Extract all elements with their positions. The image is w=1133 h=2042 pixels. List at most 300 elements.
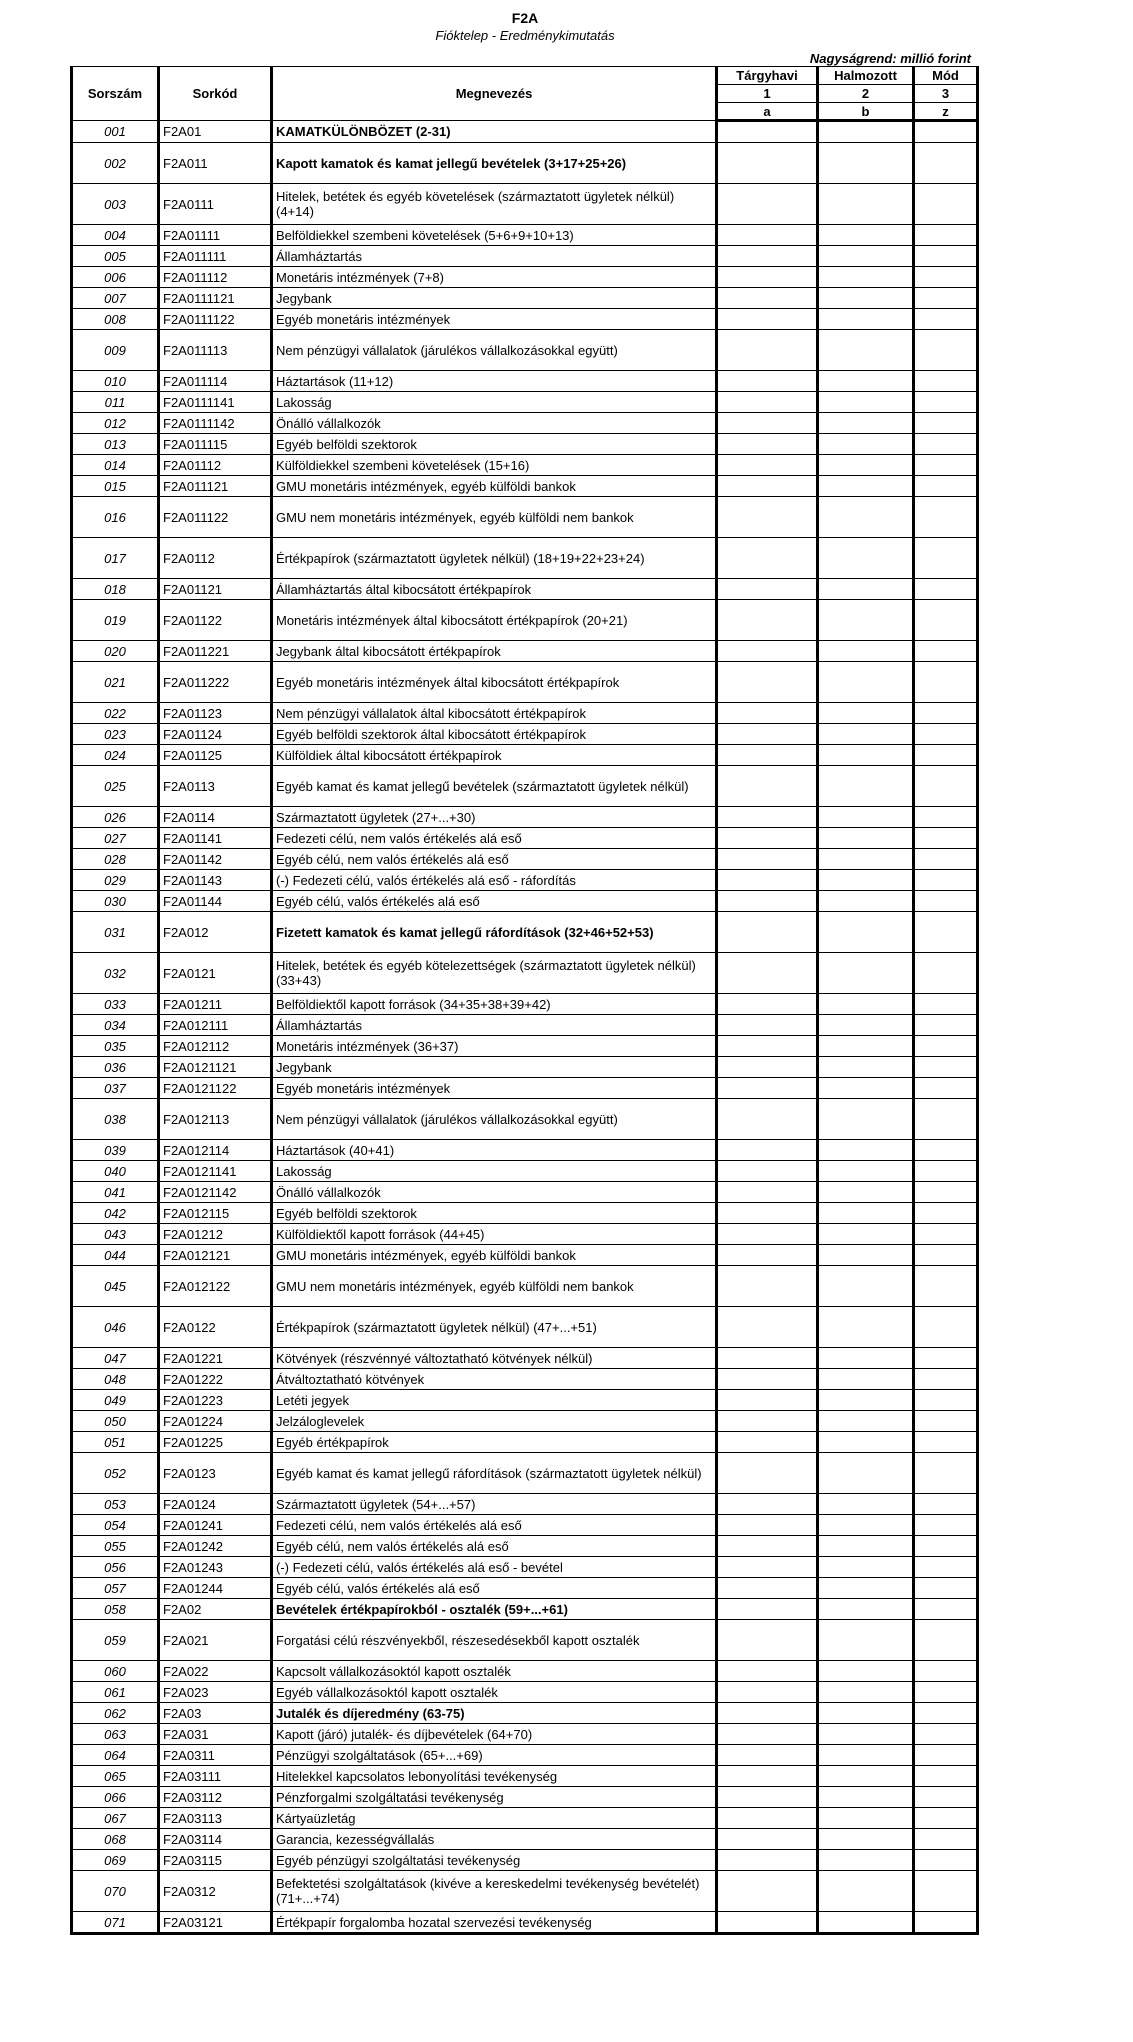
table-row xyxy=(72,1620,978,1661)
row-value-targyhavi[interactable] xyxy=(717,1536,818,1557)
row-megnevezes: Hitelek, betétek és egyéb kötelezettségek (származtatott ügyletek nélkül) (33+43) xyxy=(272,953,717,994)
row-value-mod[interactable] xyxy=(914,330,978,371)
row-value-halmozott[interactable] xyxy=(818,538,914,579)
row-value-halmozott[interactable] xyxy=(818,1348,914,1369)
row-value-targyhavi[interactable] xyxy=(717,371,818,392)
row-sorszam: 026 xyxy=(72,807,159,828)
row-sorkod: F2A0121142 xyxy=(159,1182,272,1203)
row-sorszam: 016 xyxy=(72,497,159,538)
row-value-mod[interactable] xyxy=(914,1745,978,1766)
row-value-halmozott[interactable] xyxy=(818,579,914,600)
row-sorkod: F2A012122 xyxy=(159,1266,272,1307)
row-value-targyhavi[interactable] xyxy=(717,703,818,724)
row-value-halmozott[interactable] xyxy=(818,828,914,849)
row-value-halmozott[interactable] xyxy=(818,600,914,641)
table-row xyxy=(72,121,978,143)
row-value-halmozott[interactable] xyxy=(818,1829,914,1850)
table-row xyxy=(72,246,978,267)
row-value-halmozott[interactable] xyxy=(818,870,914,891)
row-sorszam: 071 xyxy=(72,1912,159,1934)
row-value-targyhavi[interactable] xyxy=(717,1703,818,1724)
row-value-halmozott[interactable] xyxy=(818,1557,914,1578)
row-sorkod: F2A01122 xyxy=(159,600,272,641)
row-value-halmozott[interactable] xyxy=(818,413,914,434)
row-value-mod[interactable] xyxy=(914,1182,978,1203)
row-sorkod: F2A01222 xyxy=(159,1369,272,1390)
table-row xyxy=(72,1661,978,1682)
row-value-mod[interactable] xyxy=(914,1099,978,1140)
row-value-targyhavi[interactable] xyxy=(717,1140,818,1161)
row-sorszam: 065 xyxy=(72,1766,159,1787)
row-value-halmozott[interactable] xyxy=(818,807,914,828)
row-value-halmozott[interactable] xyxy=(818,1578,914,1599)
row-value-targyhavi[interactable] xyxy=(717,455,818,476)
row-value-halmozott[interactable] xyxy=(818,1620,914,1661)
row-megnevezes: Átváltoztatható kötvények xyxy=(272,1369,717,1390)
row-value-targyhavi[interactable] xyxy=(717,1307,818,1348)
row-sorkod: F2A01225 xyxy=(159,1432,272,1453)
row-value-targyhavi[interactable] xyxy=(717,1057,818,1078)
row-value-mod[interactable] xyxy=(914,1557,978,1578)
row-value-halmozott[interactable] xyxy=(818,1411,914,1432)
row-value-targyhavi[interactable] xyxy=(717,641,818,662)
row-value-targyhavi[interactable] xyxy=(717,1078,818,1099)
row-megnevezes: Egyéb vállalkozásoktól kapott osztalék xyxy=(272,1682,717,1703)
row-value-halmozott[interactable] xyxy=(818,1703,914,1724)
row-value-mod[interactable] xyxy=(914,703,978,724)
row-sorszam: 048 xyxy=(72,1369,159,1390)
row-sorkod: F2A01241 xyxy=(159,1515,272,1536)
row-value-targyhavi[interactable] xyxy=(717,184,818,225)
row-value-mod[interactable] xyxy=(914,912,978,953)
row-value-halmozott[interactable] xyxy=(818,703,914,724)
row-value-targyhavi[interactable] xyxy=(717,1369,818,1390)
row-value-mod[interactable] xyxy=(914,579,978,600)
row-value-halmozott[interactable] xyxy=(818,246,914,267)
row-value-mod[interactable] xyxy=(914,1599,978,1620)
row-value-halmozott[interactable] xyxy=(818,1494,914,1515)
row-value-mod[interactable] xyxy=(914,121,978,143)
row-value-mod[interactable] xyxy=(914,1620,978,1661)
table-row xyxy=(72,413,978,434)
row-value-targyhavi[interactable] xyxy=(717,662,818,703)
row-value-halmozott[interactable] xyxy=(818,309,914,330)
row-value-halmozott[interactable] xyxy=(818,1161,914,1182)
row-value-targyhavi[interactable] xyxy=(717,1453,818,1494)
header-megnevezes: Megnevezés xyxy=(272,67,717,121)
row-sorkod: F2A011113 xyxy=(159,330,272,371)
row-value-halmozott[interactable] xyxy=(818,1724,914,1745)
row-value-targyhavi[interactable] xyxy=(717,143,818,184)
row-value-mod[interactable] xyxy=(914,476,978,497)
row-value-targyhavi[interactable] xyxy=(717,1411,818,1432)
row-megnevezes: Pénzforgalmi szolgáltatási tevékenység xyxy=(272,1787,717,1808)
row-sorszam: 013 xyxy=(72,434,159,455)
row-value-targyhavi[interactable] xyxy=(717,1390,818,1411)
row-value-targyhavi[interactable] xyxy=(717,724,818,745)
row-value-mod[interactable] xyxy=(914,600,978,641)
row-value-halmozott[interactable] xyxy=(818,1182,914,1203)
row-sorkod: F2A03111 xyxy=(159,1766,272,1787)
row-value-targyhavi[interactable] xyxy=(717,225,818,246)
row-value-mod[interactable] xyxy=(914,143,978,184)
row-value-halmozott[interactable] xyxy=(818,1808,914,1829)
row-sorkod: F2A01 xyxy=(159,121,272,143)
row-value-mod[interactable] xyxy=(914,309,978,330)
table-row xyxy=(72,288,978,309)
row-value-mod[interactable] xyxy=(914,994,978,1015)
row-value-halmozott[interactable] xyxy=(818,641,914,662)
row-value-targyhavi[interactable] xyxy=(717,1515,818,1536)
row-value-mod[interactable] xyxy=(914,1808,978,1829)
row-value-halmozott[interactable] xyxy=(818,953,914,994)
row-value-halmozott[interactable] xyxy=(818,1203,914,1224)
row-value-targyhavi[interactable] xyxy=(717,1661,818,1682)
table-row xyxy=(72,1599,978,1620)
row-value-targyhavi[interactable] xyxy=(717,246,818,267)
row-value-mod[interactable] xyxy=(914,1161,978,1182)
row-sorkod: F2A0111142 xyxy=(159,413,272,434)
row-sorszam: 027 xyxy=(72,828,159,849)
row-value-mod[interactable] xyxy=(914,1787,978,1808)
row-value-targyhavi[interactable] xyxy=(717,121,818,143)
row-value-targyhavi[interactable] xyxy=(717,538,818,579)
row-value-mod[interactable] xyxy=(914,1912,978,1934)
row-value-mod[interactable] xyxy=(914,1348,978,1369)
row-value-mod[interactable] xyxy=(914,1682,978,1703)
row-sorszam: 046 xyxy=(72,1307,159,1348)
row-value-targyhavi[interactable] xyxy=(717,392,818,413)
table-row xyxy=(72,1787,978,1808)
row-value-targyhavi[interactable] xyxy=(717,891,818,912)
row-megnevezes: (-) Fedezeti célú, valós értékelés alá eső - bevétel xyxy=(272,1557,717,1578)
row-value-halmozott[interactable] xyxy=(818,121,914,143)
row-value-targyhavi[interactable] xyxy=(717,1099,818,1140)
row-value-mod[interactable] xyxy=(914,891,978,912)
row-value-halmozott[interactable] xyxy=(818,497,914,538)
row-value-halmozott[interactable] xyxy=(818,994,914,1015)
row-megnevezes: Jelzáloglevelek xyxy=(272,1411,717,1432)
row-value-targyhavi[interactable] xyxy=(717,766,818,807)
row-value-halmozott[interactable] xyxy=(818,1515,914,1536)
row-megnevezes: Egyéb belföldi szektorok által kibocsátott értékpapírok xyxy=(272,724,717,745)
row-value-mod[interactable] xyxy=(914,1411,978,1432)
row-sorkod: F2A01143 xyxy=(159,870,272,891)
row-value-halmozott[interactable] xyxy=(818,1078,914,1099)
row-value-mod[interactable] xyxy=(914,1432,978,1453)
row-value-halmozott[interactable] xyxy=(818,288,914,309)
row-megnevezes: Befektetési szolgáltatások (kivéve a kereskedelmi tevékenység bevételét) (71+...+74) xyxy=(272,1871,717,1912)
header-col-letter-a: a xyxy=(717,103,818,121)
row-value-halmozott[interactable] xyxy=(818,1057,914,1078)
row-megnevezes: Monetáris intézmények által kibocsátott értékpapírok (20+21) xyxy=(272,600,717,641)
table-row xyxy=(72,1245,978,1266)
row-value-targyhavi[interactable] xyxy=(717,1182,818,1203)
row-sorkod: F2A012115 xyxy=(159,1203,272,1224)
row-megnevezes: Jutalék és díjeredmény (63-75) xyxy=(272,1703,717,1724)
row-value-targyhavi[interactable] xyxy=(717,912,818,953)
table-row xyxy=(72,1871,978,1912)
row-value-halmozott[interactable] xyxy=(818,1307,914,1348)
row-value-halmozott[interactable] xyxy=(818,1224,914,1245)
row-value-halmozott[interactable] xyxy=(818,1912,914,1934)
row-value-mod[interactable] xyxy=(914,849,978,870)
row-value-halmozott[interactable] xyxy=(818,1745,914,1766)
row-sorkod: F2A01244 xyxy=(159,1578,272,1599)
row-sorkod: F2A01141 xyxy=(159,828,272,849)
row-value-mod[interactable] xyxy=(914,225,978,246)
row-value-targyhavi[interactable] xyxy=(717,953,818,994)
row-value-halmozott[interactable] xyxy=(818,662,914,703)
row-sorkod: F2A011115 xyxy=(159,434,272,455)
row-value-targyhavi[interactable] xyxy=(717,1494,818,1515)
row-value-halmozott[interactable] xyxy=(818,1599,914,1620)
row-value-halmozott[interactable] xyxy=(818,745,914,766)
row-value-mod[interactable] xyxy=(914,1224,978,1245)
row-value-mod[interactable] xyxy=(914,1266,978,1307)
row-sorszam: 031 xyxy=(72,912,159,953)
row-value-targyhavi[interactable] xyxy=(717,413,818,434)
row-value-mod[interactable] xyxy=(914,1057,978,1078)
row-value-targyhavi[interactable] xyxy=(717,1203,818,1224)
row-value-targyhavi[interactable] xyxy=(717,1036,818,1057)
row-value-halmozott[interactable] xyxy=(818,267,914,288)
table-row xyxy=(72,1432,978,1453)
row-value-mod[interactable] xyxy=(914,413,978,434)
row-megnevezes: Államháztartás xyxy=(272,1015,717,1036)
row-value-mod[interactable] xyxy=(914,1829,978,1850)
table-row xyxy=(72,1453,978,1494)
row-value-mod[interactable] xyxy=(914,1578,978,1599)
row-value-halmozott[interactable] xyxy=(818,184,914,225)
table-row xyxy=(72,1536,978,1557)
row-value-mod[interactable] xyxy=(914,434,978,455)
row-value-targyhavi[interactable] xyxy=(717,497,818,538)
row-value-mod[interactable] xyxy=(914,745,978,766)
row-value-halmozott[interactable] xyxy=(818,766,914,807)
income-statement-table xyxy=(70,66,979,1935)
row-value-mod[interactable] xyxy=(914,267,978,288)
table-row xyxy=(72,1099,978,1140)
row-sorkod: F2A0111122 xyxy=(159,309,272,330)
row-value-targyhavi[interactable] xyxy=(717,1787,818,1808)
row-value-halmozott[interactable] xyxy=(818,392,914,413)
row-value-halmozott[interactable] xyxy=(818,1432,914,1453)
row-value-targyhavi[interactable] xyxy=(717,1578,818,1599)
row-value-halmozott[interactable] xyxy=(818,143,914,184)
row-value-targyhavi[interactable] xyxy=(717,828,818,849)
row-value-targyhavi[interactable] xyxy=(717,1620,818,1661)
row-sorkod: F2A012 xyxy=(159,912,272,953)
row-value-halmozott[interactable] xyxy=(818,434,914,455)
row-value-mod[interactable] xyxy=(914,1661,978,1682)
row-value-targyhavi[interactable] xyxy=(717,1682,818,1703)
row-value-targyhavi[interactable] xyxy=(717,745,818,766)
row-value-mod[interactable] xyxy=(914,455,978,476)
row-value-mod[interactable] xyxy=(914,1140,978,1161)
row-value-halmozott[interactable] xyxy=(818,1036,914,1057)
row-sorkod: F2A0121141 xyxy=(159,1161,272,1182)
row-value-mod[interactable] xyxy=(914,1724,978,1745)
row-value-targyhavi[interactable] xyxy=(717,1245,818,1266)
row-value-mod[interactable] xyxy=(914,288,978,309)
row-sorkod: F2A03121 xyxy=(159,1912,272,1934)
row-value-targyhavi[interactable] xyxy=(717,1808,818,1829)
row-sorszam: 020 xyxy=(72,641,159,662)
row-sorkod: F2A03114 xyxy=(159,1829,272,1850)
row-megnevezes: Egyéb belföldi szektorok xyxy=(272,1203,717,1224)
row-value-mod[interactable] xyxy=(914,1390,978,1411)
row-value-mod[interactable] xyxy=(914,1245,978,1266)
row-value-targyhavi[interactable] xyxy=(717,1871,818,1912)
row-value-mod[interactable] xyxy=(914,1307,978,1348)
row-value-mod[interactable] xyxy=(914,828,978,849)
row-value-mod[interactable] xyxy=(914,538,978,579)
row-value-targyhavi[interactable] xyxy=(717,1266,818,1307)
row-value-targyhavi[interactable] xyxy=(717,309,818,330)
row-value-mod[interactable] xyxy=(914,1369,978,1390)
table-row xyxy=(72,1515,978,1536)
row-value-mod[interactable] xyxy=(914,724,978,745)
row-value-targyhavi[interactable] xyxy=(717,1724,818,1745)
row-value-halmozott[interactable] xyxy=(818,912,914,953)
row-value-halmozott[interactable] xyxy=(818,455,914,476)
row-sorszam: 063 xyxy=(72,1724,159,1745)
row-sorkod: F2A02 xyxy=(159,1599,272,1620)
table-row xyxy=(72,1829,978,1850)
row-sorkod: F2A01243 xyxy=(159,1557,272,1578)
row-value-mod[interactable] xyxy=(914,807,978,828)
row-sorszam: 070 xyxy=(72,1871,159,1912)
header-sorkod: Sorkód xyxy=(159,67,272,121)
row-value-halmozott[interactable] xyxy=(818,1536,914,1557)
row-value-targyhavi[interactable] xyxy=(717,267,818,288)
row-value-halmozott[interactable] xyxy=(818,1850,914,1871)
row-value-targyhavi[interactable] xyxy=(717,1745,818,1766)
row-value-mod[interactable] xyxy=(914,371,978,392)
row-value-halmozott[interactable] xyxy=(818,1015,914,1036)
table-row xyxy=(72,807,978,828)
row-value-targyhavi[interactable] xyxy=(717,288,818,309)
row-value-halmozott[interactable] xyxy=(818,1766,914,1787)
row-value-targyhavi[interactable] xyxy=(717,476,818,497)
row-value-targyhavi[interactable] xyxy=(717,434,818,455)
row-megnevezes: Önálló vállalkozók xyxy=(272,1182,717,1203)
row-value-halmozott[interactable] xyxy=(818,1453,914,1494)
row-value-mod[interactable] xyxy=(914,497,978,538)
row-sorkod: F2A01223 xyxy=(159,1390,272,1411)
row-sorkod: F2A03 xyxy=(159,1703,272,1724)
row-value-halmozott[interactable] xyxy=(818,849,914,870)
row-value-targyhavi[interactable] xyxy=(717,849,818,870)
row-value-halmozott[interactable] xyxy=(818,1266,914,1307)
row-value-mod[interactable] xyxy=(914,1453,978,1494)
row-value-mod[interactable] xyxy=(914,246,978,267)
row-value-targyhavi[interactable] xyxy=(717,330,818,371)
row-value-targyhavi[interactable] xyxy=(717,1161,818,1182)
table-row xyxy=(72,870,978,891)
row-value-mod[interactable] xyxy=(914,1015,978,1036)
row-value-halmozott[interactable] xyxy=(818,1099,914,1140)
row-sorkod: F2A01124 xyxy=(159,724,272,745)
row-value-halmozott[interactable] xyxy=(818,1245,914,1266)
row-value-targyhavi[interactable] xyxy=(717,1829,818,1850)
row-value-halmozott[interactable] xyxy=(818,1390,914,1411)
row-sorszam: 047 xyxy=(72,1348,159,1369)
row-value-targyhavi[interactable] xyxy=(717,1224,818,1245)
row-value-mod[interactable] xyxy=(914,392,978,413)
row-value-mod[interactable] xyxy=(914,870,978,891)
row-value-mod[interactable] xyxy=(914,1766,978,1787)
row-sorkod: F2A0111 xyxy=(159,184,272,225)
row-value-mod[interactable] xyxy=(914,1703,978,1724)
row-sorszam: 011 xyxy=(72,392,159,413)
row-value-mod[interactable] xyxy=(914,1078,978,1099)
table-row xyxy=(72,1266,978,1307)
row-value-halmozott[interactable] xyxy=(818,371,914,392)
row-value-halmozott[interactable] xyxy=(818,891,914,912)
row-value-targyhavi[interactable] xyxy=(717,1432,818,1453)
row-value-halmozott[interactable] xyxy=(818,1369,914,1390)
row-value-halmozott[interactable] xyxy=(818,476,914,497)
row-value-halmozott[interactable] xyxy=(818,1787,914,1808)
row-value-targyhavi[interactable] xyxy=(717,600,818,641)
row-value-targyhavi[interactable] xyxy=(717,1015,818,1036)
row-megnevezes: Hitelekkel kapcsolatos lebonyolítási tevékenység xyxy=(272,1766,717,1787)
row-value-halmozott[interactable] xyxy=(818,1661,914,1682)
row-value-targyhavi[interactable] xyxy=(717,807,818,828)
row-value-mod[interactable] xyxy=(914,641,978,662)
row-sorszam: 054 xyxy=(72,1515,159,1536)
row-value-halmozott[interactable] xyxy=(818,1140,914,1161)
row-value-targyhavi[interactable] xyxy=(717,1557,818,1578)
row-value-mod[interactable] xyxy=(914,1203,978,1224)
row-sorszam: 066 xyxy=(72,1787,159,1808)
header-col-num-1: 1 xyxy=(717,85,818,103)
form-code-title: F2A xyxy=(511,10,539,26)
table-row xyxy=(72,1182,978,1203)
row-value-halmozott[interactable] xyxy=(818,724,914,745)
row-value-mod[interactable] xyxy=(914,1850,978,1871)
row-value-targyhavi[interactable] xyxy=(717,1850,818,1871)
row-value-targyhavi[interactable] xyxy=(717,994,818,1015)
row-value-mod[interactable] xyxy=(914,1536,978,1557)
row-value-halmozott[interactable] xyxy=(818,1871,914,1912)
row-value-mod[interactable] xyxy=(914,662,978,703)
row-value-mod[interactable] xyxy=(914,184,978,225)
table-row xyxy=(72,309,978,330)
row-value-halmozott[interactable] xyxy=(818,1682,914,1703)
row-sorkod: F2A01111 xyxy=(159,225,272,246)
row-value-targyhavi[interactable] xyxy=(717,1912,818,1934)
row-value-targyhavi[interactable] xyxy=(717,1348,818,1369)
row-value-halmozott[interactable] xyxy=(818,225,914,246)
row-value-mod[interactable] xyxy=(914,953,978,994)
row-value-mod[interactable] xyxy=(914,1515,978,1536)
row-value-mod[interactable] xyxy=(914,1036,978,1057)
row-value-targyhavi[interactable] xyxy=(717,1599,818,1620)
row-value-targyhavi[interactable] xyxy=(717,1766,818,1787)
row-value-halmozott[interactable] xyxy=(818,330,914,371)
row-value-mod[interactable] xyxy=(914,766,978,807)
header-col-num-2: 2 xyxy=(818,85,914,103)
row-value-mod[interactable] xyxy=(914,1871,978,1912)
row-value-targyhavi[interactable] xyxy=(717,579,818,600)
row-value-mod[interactable] xyxy=(914,1494,978,1515)
row-value-targyhavi[interactable] xyxy=(717,870,818,891)
row-megnevezes: Nem pénzügyi vállalatok (járulékos vállalkozásokkal együtt) xyxy=(272,1099,717,1140)
table-row xyxy=(72,1578,978,1599)
